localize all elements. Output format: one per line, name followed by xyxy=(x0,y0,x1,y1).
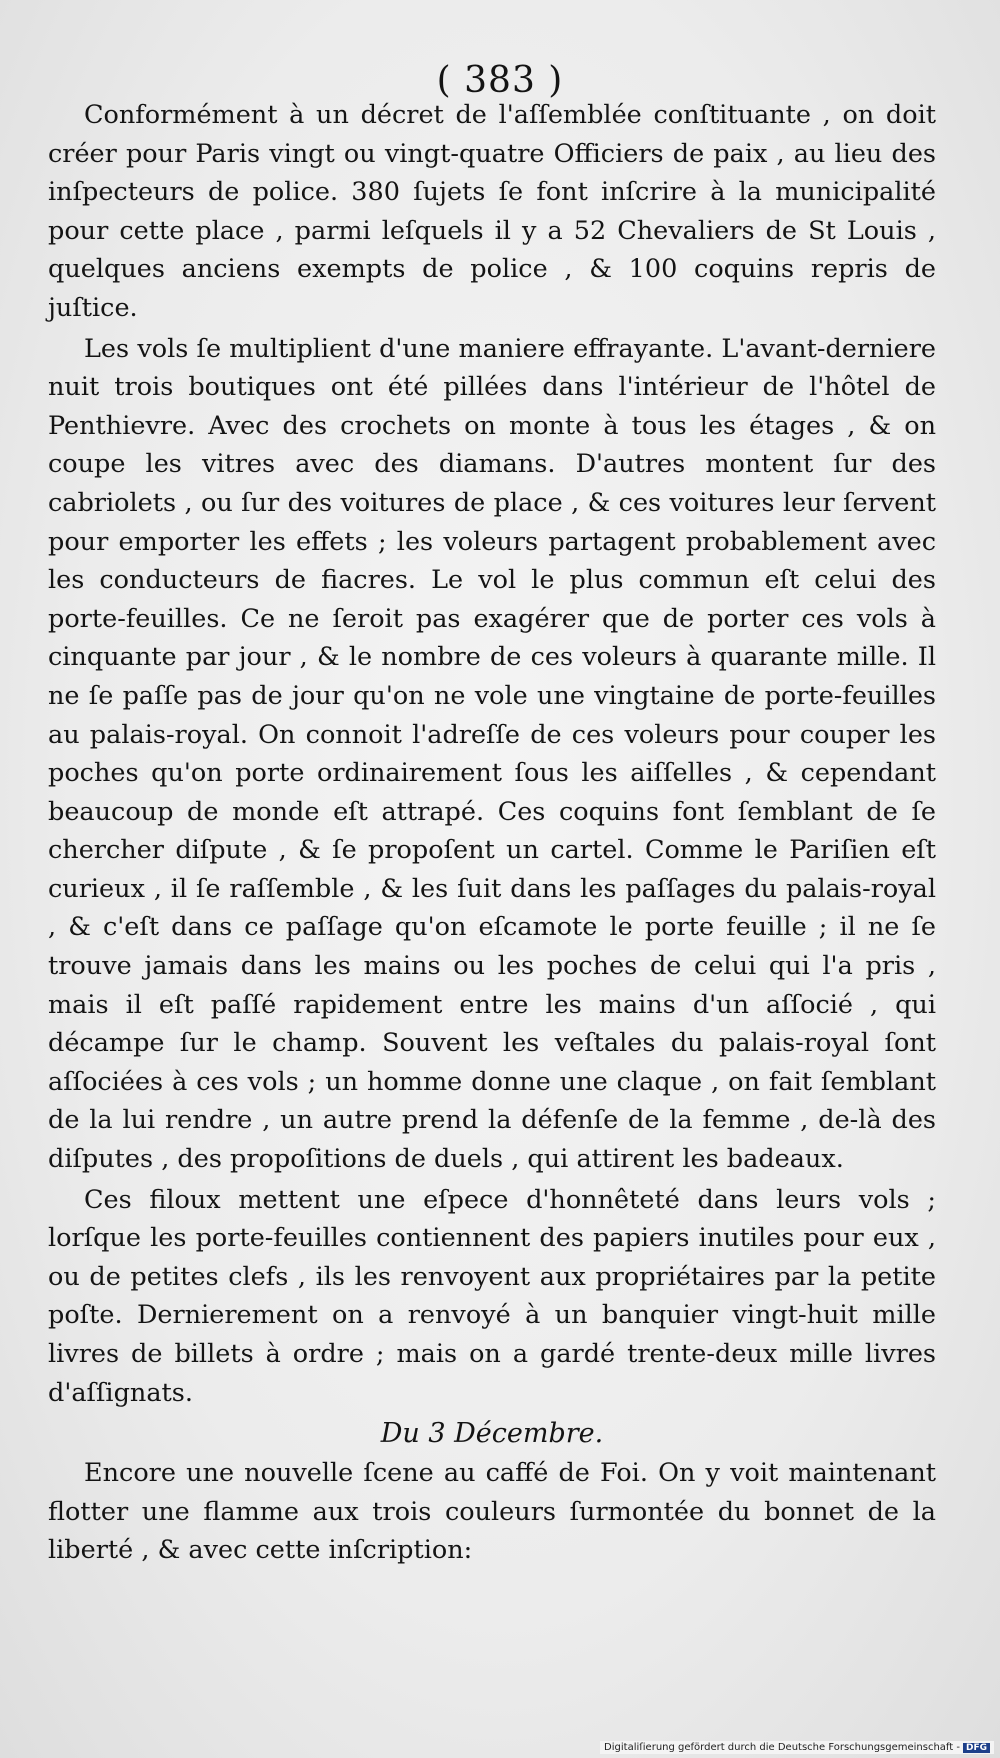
digitization-credit xyxy=(600,1741,994,1754)
page-number: ( 383 ) xyxy=(436,60,564,101)
paragraph-filoux: Ces filoux mettent une eſpece d'honnêteté dans leurs vols ; lorſque les porte-feuilles contiennent des papiers inutiles pour eux , ou de petites clefs , ils les renvoyent aux propriétaires par la petite poſte. Dernierement on a renvoyé à un banquier vingt-huit mille livres de billets à ordre ; mais on a gardé trente-deux mille livres d'aſſignats. xyxy=(48,1184,936,1408)
paragraph-caffe-de-foi: Encore une nouvelle ſcene au caffé de Foi. On y voit maintenant flotter une flamme aux trois couleurs ſurmontée du bonnet de la liberté , & avec cette inſcription: xyxy=(48,1458,936,1566)
paragraph-officiers-de-paix: Conformément à un décret de l'aſſemblée conſtituante , on doit créer pour Paris vingt ou vingt-quatre Officiers de paix , au lieu des inſpecteurs de police. 380 ſujets ſe font inſcrire à la municipalité pour cette place , parmi leſquels il y a 52 Chevaliers de St Louis , quelques anciens exempts de police , & 100 coquins repris de juſtice. xyxy=(48,100,936,323)
section-heading-date: Du 3 Décembre. xyxy=(380,1418,604,1450)
paragraph-vols: Les vols ſe multiplient d'une maniere effrayante. L'avant-derniere nuit trois boutiques ont été pillées dans l'intérieur de l'hôtel de Penthievre. Avec des crochets on monte à tous les étages , & on coupe les vitres avec des diamans. D'autres montent ſur des cabriolets , ou ſur des voitures de place , & ces voitures leur ſervent pour emporter les effets ; les voleurs partagent probablement avec les conducteurs de fiacres. Le vol le plus commun eſt celui des porte-feuilles. Ce ne ſeroit pas exagérer que de porter ces vols à cinquante par jour , & le nombre de ces voleurs à quarante mille. Il ne ſe paſſe pas de jour qu'on ne vole une vingtaine de porte-feuilles au palais-royal. On connoit l'adreſſe de ces voleurs pour couper les poches qu'on porte ordinairement ſous les aiſſelles , & cependant beaucoup de monde eſt attrapé. Ces coquins font ſemblant de ſe chercher diſpute , & ſe propoſent un cartel. Comme le Pariſien eſt curieux , il ſe raſſemble , & les ſuit dans les paſſages du palais-royal , & c'eſt dans ce paſſage qu'on eſcamote le porte feuille ; il ne ſe trouve jamais dans les mains ou les poches de celui qui l'a pris , mais il eſt paſſé rapidement entre les mains d'un aſſocié , qui décampe ſur le champ. Souvent les veſtales du palais-royal ſont aſſociées à ces vols ; un homme donne une claque , on fait ſemblant de la lui rendre , un autre prend la défenſe de la femme , de-là des diſputes , des propoſitions de duels , qui attirent les badeaux. xyxy=(48,333,936,1175)
dfg-logo-icon: DFG xyxy=(963,1743,990,1753)
text-block xyxy=(48,96,936,1570)
digitization-credit-text: Digitaliſierung gefördert durch die Deutsche Forschungsgemeinschaft - xyxy=(604,1742,960,1753)
